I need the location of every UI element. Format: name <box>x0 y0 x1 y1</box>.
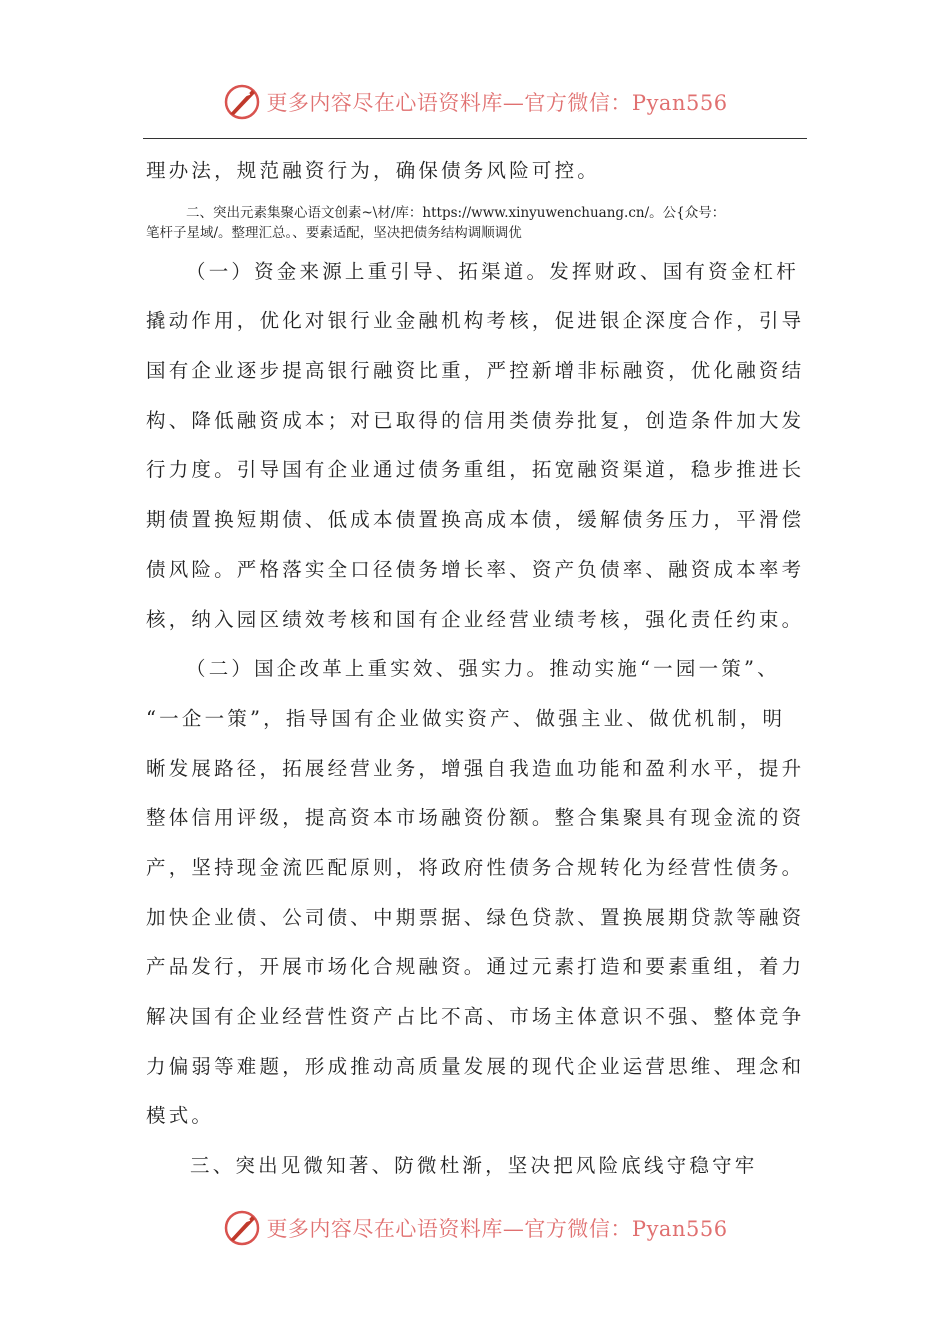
paragraph-line: 解决国有企业经营性资产占比不高、市场主体意识不强、整体竞争 <box>146 1005 805 1028</box>
paragraph-line: 力偏弱等难题，形成推动高质量发展的现代企业运营思维、理念和 <box>146 1055 805 1078</box>
paragraph-line: “一企一策”，指导国有企业做实资产、做强主业、做优机制，明 <box>146 707 786 730</box>
paragraph-line: 期债置换短期债、低成本债置换高成本债，缓解债务压力，平滑偿 <box>146 508 805 531</box>
inserted-note-line: 笔杆子星域/。整理汇总。、要素适配，坚决把债务结构调顺调优 <box>146 225 522 241</box>
paragraph-line: 产，坚持现金流匹配原则，将政府性债务合规转化为经营性债务。 <box>146 856 805 879</box>
paragraph-line: 核，纳入园区绩效考核和国有企业经营业绩考核，强化责任约束。 <box>146 608 805 631</box>
quill-logo-icon <box>222 82 262 122</box>
paragraph-line: （一）资金来源上重引导、拓渠道。发挥财政、国有资金杠杆 <box>186 260 799 283</box>
paragraph-line: 撬动作用，优化对银行业金融机构考核，促进银企深度合作，引导 <box>146 309 805 332</box>
paragraph-line: 国有企业逐步提高银行融资比重，严控新增非标融资，优化融资结 <box>146 359 805 382</box>
paragraph-line: 模式。 <box>146 1104 215 1127</box>
quill-logo-icon <box>222 1208 262 1248</box>
inserted-note-line: 二、突出元素集聚心语文创素~\材/库：https://www.xinyuwenchuang.cn/。公{众号： <box>186 205 726 221</box>
paragraph-line: （二）国企改革上重实效、强实力。推动实施“一园一策”、 <box>186 657 780 680</box>
paragraph-line: 行力度。引导国有企业通过债务重组，拓宽融资渠道，稳步推进长 <box>146 458 805 481</box>
section-heading: 三、突出见微知著、防微杜渐，坚决把风险底线守稳守牢 <box>190 1154 758 1177</box>
paragraph-line: 理办法，规范融资行为，确保债务风险可控。 <box>146 159 601 182</box>
header-banner <box>0 80 950 124</box>
banner-text: 更多内容尽在心语资料库—官方微信：Pyan556 <box>266 1217 728 1241</box>
paragraph-line: 构、降低融资成本；对已取得的信用类债券批复，创造条件加大发 <box>146 409 805 432</box>
paragraph-line: 晰发展路径，拓展经营业务，增强自我造血功能和盈利水平，提升 <box>146 757 805 780</box>
footer-banner <box>0 1206 950 1250</box>
paragraph-line: 整体信用评级，提高资本市场融资份额。整合集聚具有现金流的资 <box>146 806 805 829</box>
paragraph-line: 产品发行，开展市场化合规融资。通过元素打造和要素重组，着力 <box>146 955 805 978</box>
banner-text: 更多内容尽在心语资料库—官方微信：Pyan556 <box>266 91 728 115</box>
paragraph-line: 加快企业债、公司债、中期票据、绿色贷款、置换展期贷款等融资 <box>146 906 805 929</box>
header-divider <box>143 138 807 139</box>
paragraph-line: 债风险。严格落实全口径债务增长率、资产负债率、融资成本率考 <box>146 558 805 581</box>
